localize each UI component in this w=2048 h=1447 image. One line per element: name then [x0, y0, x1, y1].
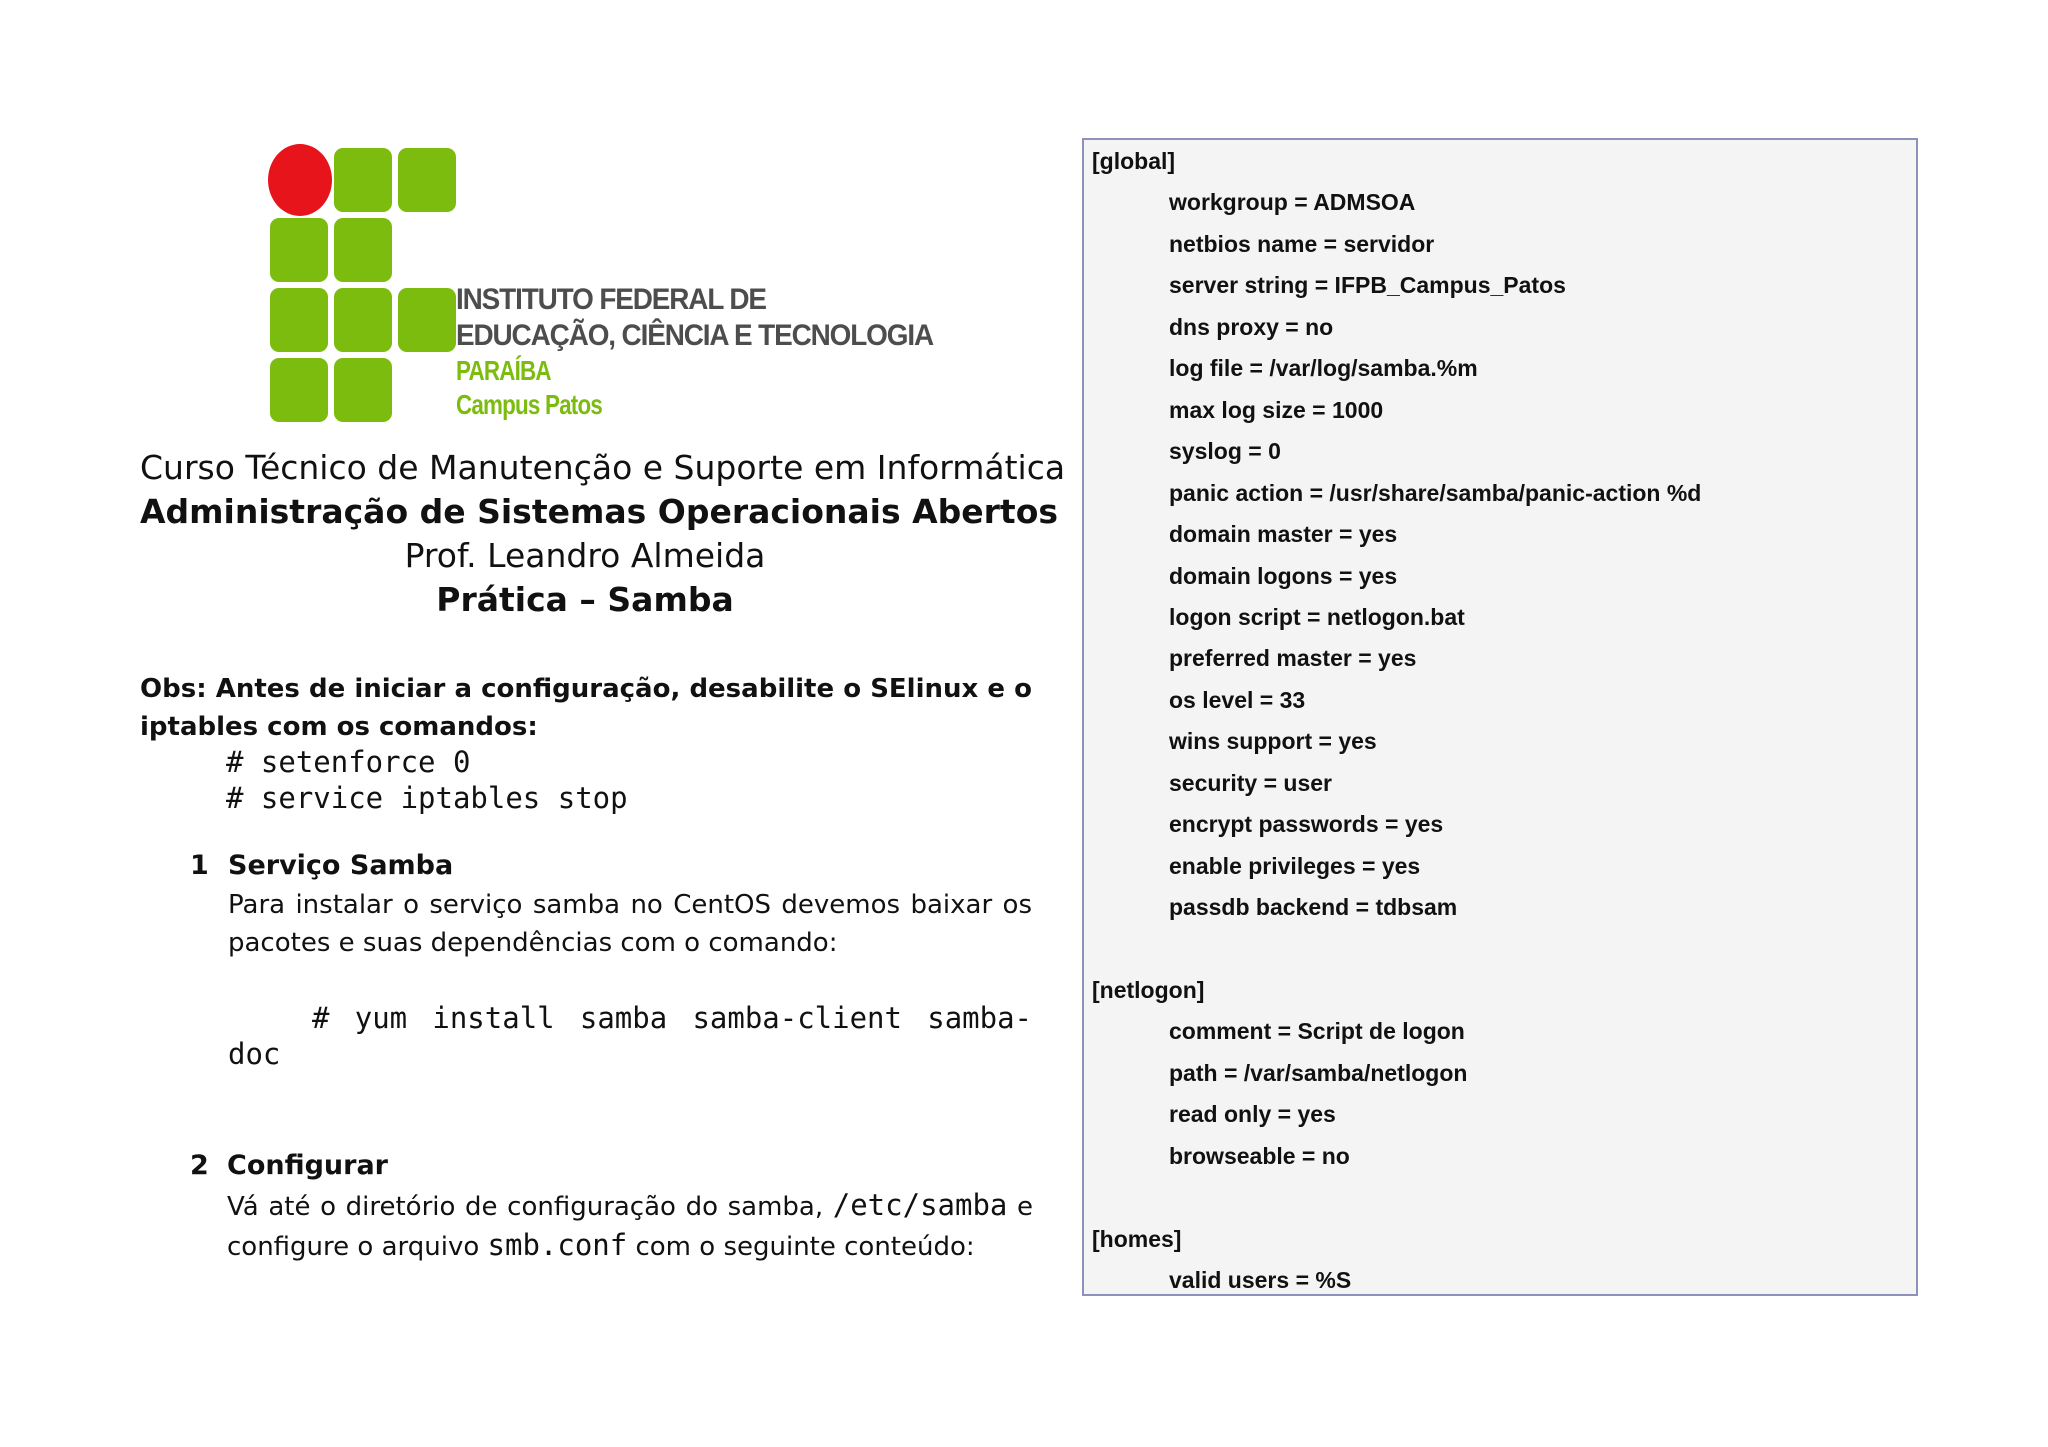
- section-paragraph: Para instalar o serviço samba no CentOS devemos baixar os pacotes e suas dependências com o comando:: [228, 890, 1032, 958]
- config-entry: netbios name = servidor: [1169, 230, 1435, 257]
- paragraph-text: Vá até o diretório de configuração do samba,: [227, 1192, 833, 1222]
- page-title: Prática – Samba: [436, 580, 734, 619]
- command-line: [228, 1000, 1032, 1036]
- config-entry: dns proxy = no: [1169, 313, 1334, 340]
- config-section-header: [netlogon]: [1092, 977, 1205, 1003]
- logo-square: [270, 358, 328, 422]
- logo-red-circle: [268, 144, 332, 216]
- config-entry: server string = IFPB_Campus_Patos: [1169, 272, 1566, 299]
- config-entry: preferred master = yes: [1169, 645, 1417, 672]
- config-entry: read only = yes: [1169, 1101, 1336, 1128]
- command-token: samba-client: [692, 1001, 902, 1035]
- config-entry: valid users = %S: [1169, 1267, 1352, 1294]
- paragraph-text: com o seguinte conteúdo:: [627, 1232, 975, 1262]
- samba-path: /etc/samba: [832, 1188, 1008, 1222]
- logo-text: [456, 282, 969, 422]
- config-section-header: [global]: [1092, 148, 1176, 174]
- config-entry: browseable = no: [1169, 1142, 1350, 1169]
- config-entry: passdb backend = tdbsam: [1169, 894, 1458, 921]
- section-number: 2: [190, 1150, 209, 1181]
- logo-institution-line1: INSTITUTO FEDERAL DE: [456, 283, 766, 316]
- logo-square: [398, 148, 456, 212]
- config-entry: encrypt passwords = yes: [1169, 811, 1444, 838]
- config-entry: os level = 33: [1169, 686, 1306, 713]
- config-filename: smb.conf: [487, 1228, 628, 1262]
- paragraph-text: configure o arquivo: [227, 1232, 488, 1262]
- obs-note: Obs: Antes de iniciar a configuração, desabilite o SElinux e o iptables com os comandos:: [140, 674, 1032, 742]
- logo-square: [334, 288, 392, 352]
- smb-conf-box: [1082, 138, 1918, 1296]
- config-entry: logon script = netlogon.bat: [1169, 603, 1465, 630]
- logo-square: [270, 288, 328, 352]
- command-token: #: [312, 1001, 330, 1035]
- config-entry: enable privileges = yes: [1169, 852, 1421, 879]
- config-section-header: [homes]: [1092, 1225, 1182, 1252]
- command-yum-install: [228, 1000, 1032, 1072]
- section-paragraph: [227, 1186, 1033, 1266]
- section-title: Configurar: [227, 1150, 388, 1181]
- subject-name: Administração de Sistemas Operacionais Abertos: [140, 492, 1059, 531]
- logo-square: [398, 288, 456, 352]
- course-name: Curso Técnico de Manutenção e Suporte em Informática: [140, 448, 1066, 487]
- command-token: samba: [579, 1001, 668, 1035]
- command-setenforce: # setenforce 0: [226, 745, 471, 779]
- config-entry: security = user: [1169, 769, 1333, 796]
- config-entry: max log size = 1000: [1169, 396, 1384, 423]
- config-entry: path = /var/samba/netlogon: [1169, 1059, 1468, 1086]
- command-token: samba-: [927, 1001, 1032, 1035]
- section-number: 1: [190, 850, 209, 881]
- logo-square: [334, 148, 392, 212]
- command-iptables-stop: # service iptables stop: [226, 781, 628, 815]
- command-token: yum: [354, 1001, 408, 1035]
- section-title: Serviço Samba: [228, 850, 454, 881]
- paragraph-text: e: [1007, 1192, 1034, 1222]
- config-entry: syslog = 0: [1169, 438, 1281, 465]
- logo-state: PARAÍBA: [456, 355, 551, 386]
- institution-logo: [268, 142, 934, 432]
- logo-square: [334, 218, 392, 282]
- config-entry: wins support = yes: [1169, 728, 1377, 755]
- config-entry: workgroup = ADMSOA: [1169, 189, 1416, 216]
- config-entry: panic action = /usr/share/samba/panic-action %d: [1169, 479, 1702, 506]
- command-line-wrap: doc: [228, 1037, 281, 1071]
- config-entry: comment = Script de logon: [1169, 1018, 1465, 1045]
- logo-square: [270, 218, 328, 282]
- logo-institution-line2: EDUCAÇÃO, CIÊNCIA E TECNOLOGIA: [456, 319, 934, 352]
- professor-name: Prof. Leandro Almeida: [404, 536, 766, 575]
- logo-campus: Campus Patos: [456, 389, 602, 420]
- command-token: install: [432, 1001, 555, 1035]
- config-entry: domain logons = yes: [1169, 562, 1398, 589]
- config-entry: log file = /var/log/samba.%m: [1169, 355, 1478, 382]
- logo-square: [334, 358, 392, 422]
- config-entry: domain master = yes: [1169, 521, 1398, 548]
